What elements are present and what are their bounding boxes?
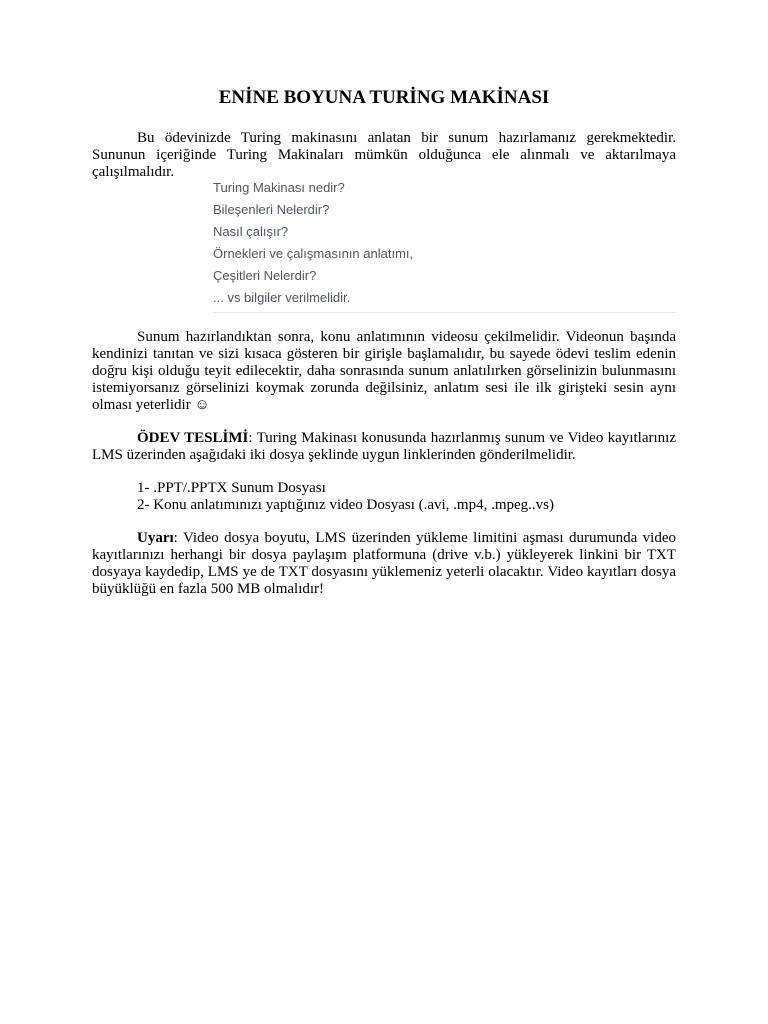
warning-label: Uyarı [137, 530, 174, 546]
topic-item: Nasıl çalışır? [213, 224, 289, 239]
file-item: 1- .PPT/.PPTX Sunum Dosyası [137, 480, 326, 496]
topic-list [213, 179, 676, 313]
topic-item: Bileşenleri Nelerdir? [213, 202, 330, 217]
video-paragraph: Sunum hazırlandıktan sonra, konu anlatımının videosu çekilmelidir. Videonun başında kendinizi tanıtan ve sizi kısaca gösteren bir girişle başlamalıdır, bu sayede ödevi teslim edenin doğru kişi olduğu teyit edilecektir, daha sonrasında sunum anlatılırken görselinizin bulunmasını istemiyorsanız görselinizi koymak zorunda değilsiniz, anlatım sesi ile ilk girişteki sesin aynı olması yeterlidir ☺ [92, 329, 676, 413]
submission-paragraph [92, 430, 676, 464]
submission-text: : Turing Makinası konusunda hazırlanmış sunum ve Video kayıtlarınız LMS üzerinden aşağıdaki iki dosya şeklinde uygun linklerinden gönderilmelidir. [92, 430, 676, 463]
warning-text: : Video dosya boyutu, LMS üzerinden yükleme limitini aşması durumunda video kayıtlarınızı herhangi bir dosya paylaşım platformuna (drive v.b.) yükleyerek linkini bir TXT dosyaya kaydedip, LMS ye de TXT dosyasını yüklemeniz yeterli olacaktır. Video kayıtları dosya büyüklüğü en fazla 500 MB olmalıdır! [92, 530, 676, 597]
topic-item: ... vs bilgiler verilmelidir. [213, 290, 351, 305]
submission-label: ÖDEV TESLİMİ [137, 430, 249, 446]
file-item: 2- Konu anlatımınızı yaptığınız video Dosyası (.avi, .mp4, .mpeg..vs) [137, 497, 555, 513]
file-list [92, 480, 676, 514]
topic-item: Turing Makinası nedir? [213, 180, 345, 195]
document-title: ENİNE BOYUNA TURİNG MAKİNASI [218, 87, 550, 108]
topic-item: Örnekleri ve çalışmasının anlatımı, [213, 246, 414, 261]
topic-item: Çeşitleri Nelerdir? [213, 268, 317, 283]
warning-paragraph [92, 530, 676, 598]
intro-paragraph: Bu ödevinizde Turing makinasını anlatan bir sunum hazırlamanız gerekmektedir. Sununun içeriğinde Turing Makinaları mümkün olduğunca ele alınmalı ve aktarılmaya çalışılmalıdır. [92, 130, 676, 180]
